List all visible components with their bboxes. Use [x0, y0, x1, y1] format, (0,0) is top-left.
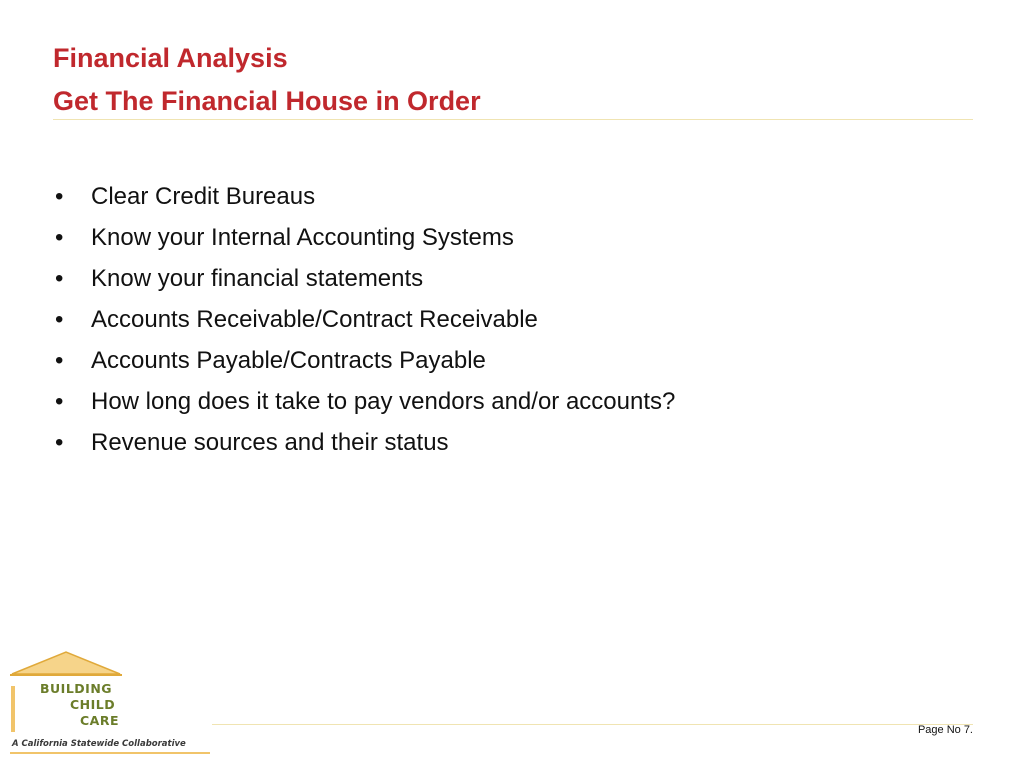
slide-title-line-1: Financial Analysis: [53, 43, 288, 73]
logo-word-care: CARE: [80, 713, 120, 728]
logo-underline: [10, 752, 210, 754]
bullet-dot: •: [55, 265, 64, 292]
logo-tagline: A California Statewide Collaborative: [12, 739, 186, 749]
bullet-text: Accounts Receivable/Contract Receivable: [91, 306, 538, 333]
footer-divider: [212, 724, 973, 725]
page-number: Page No 7.: [917, 724, 973, 736]
bullet-text: Know your financial statements: [91, 265, 424, 292]
bullet-text: Clear Credit Bureaus: [91, 183, 316, 210]
title-divider: [53, 119, 973, 120]
slide-title: [53, 37, 481, 123]
logo-word-building: BUILDING: [40, 681, 113, 696]
building-child-care-logo: [10, 650, 210, 760]
logo-word-child: CHILD: [70, 697, 116, 712]
bullet-text: Revenue sources and their status: [91, 429, 449, 456]
bullet-text: Accounts Payable/Contracts Payable: [91, 347, 486, 374]
bullet-dot: •: [55, 347, 64, 374]
bullet-dot: •: [55, 388, 64, 415]
bullet-text: How long does it take to pay vendors and/or accounts?: [91, 388, 676, 415]
bullet-dot: •: [55, 224, 64, 251]
bullet-dot: •: [55, 429, 64, 456]
bullet-text: Know your Internal Accounting Systems: [91, 224, 514, 251]
slide-title-line-2: Get The Financial House in Order: [53, 86, 481, 116]
bullet-dot: •: [55, 183, 64, 210]
bullet-dot: •: [55, 306, 64, 333]
